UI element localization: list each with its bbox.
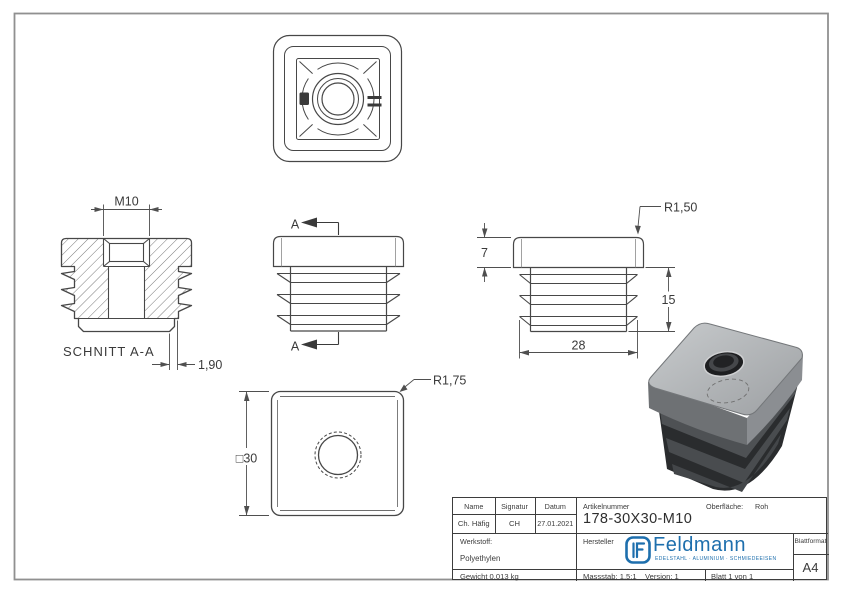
tb-label-blattformat: Blattformat [794,538,827,545]
tb-gewicht: Gewicht 0.013 kg [460,571,519,581]
tb-value-signatur: CH [509,519,520,528]
dim-body-width-label: 28 [571,338,586,353]
section-view [62,195,223,373]
section-marker-bottom: A [290,339,300,354]
tb-blatt: Blatt 1 von 1 [711,571,754,581]
section-marker-top: A [290,217,300,232]
tb-version: Version: 1 [645,571,679,581]
feldmann-logo-tagline: EDELSTAHL · ALUMINIUM · SCHMIEDEEISEN [655,556,777,562]
section-cut-line [316,223,339,345]
tb-label-artikelnummer: Artikelnummer [583,502,630,511]
mold-mark-number: 8 [301,94,307,105]
tb-value-artikelnummer: 178-30X30-M10 [583,511,693,527]
tb-label-oberflaeche: Oberfläche: [706,502,744,511]
iso-view-3d [648,323,803,492]
dim-wall-label: 1,90 [198,358,223,372]
tb-massstab: Massstab: 1.5:1 [583,571,637,581]
dim-front-radius-label: R1,75 [433,373,467,388]
divider [453,533,828,534]
feldmann-logo-text: Feldmann [653,534,746,556]
mold-mark-bar [368,96,382,99]
tb-value-name: Ch. Häfig [457,519,490,528]
page-frame [15,14,829,580]
divider [453,514,576,515]
dim-square-size-label: □30 [235,451,258,466]
tb-label-hersteller: Hersteller [583,537,614,546]
tb-value-blattformat: A4 [802,560,819,575]
tb-header-signatur: Signatur [501,502,528,511]
leader-front-radius [403,380,431,389]
feldmann-logo-icon [625,536,651,564]
side-view-cut [274,218,404,354]
divider [793,554,829,555]
top-view [274,36,402,162]
divider [705,569,706,581]
tb-value-oberflaeche: Roh [755,502,769,511]
divider [453,569,793,570]
dim-cap-radius-label: R1,50 [664,200,698,215]
tb-header-datum: Datum [544,502,566,511]
section-arrow-bottom [301,340,317,350]
tb-value-datum: 27.01.2021 [537,519,574,528]
dim-thread-label: M10 [114,194,139,209]
tb-header-name: Name [464,502,484,511]
section-arrow-top [301,218,317,228]
side-view-dimensioned [477,201,697,359]
feldmann-logo [625,536,785,566]
dim-body-height-label: 15 [661,293,676,307]
section-view-label: SCHNITT A-A [63,344,155,359]
title-block [452,497,827,580]
tb-value-werkstoff: Polyethylen [460,554,501,563]
mold-mark-bar [368,104,382,107]
tb-label-werkstoff: Werkstoff: [460,537,493,546]
dim-cap-height-label: 7 [481,246,488,260]
front-view [228,374,466,516]
leader-cap-radius [638,207,661,230]
